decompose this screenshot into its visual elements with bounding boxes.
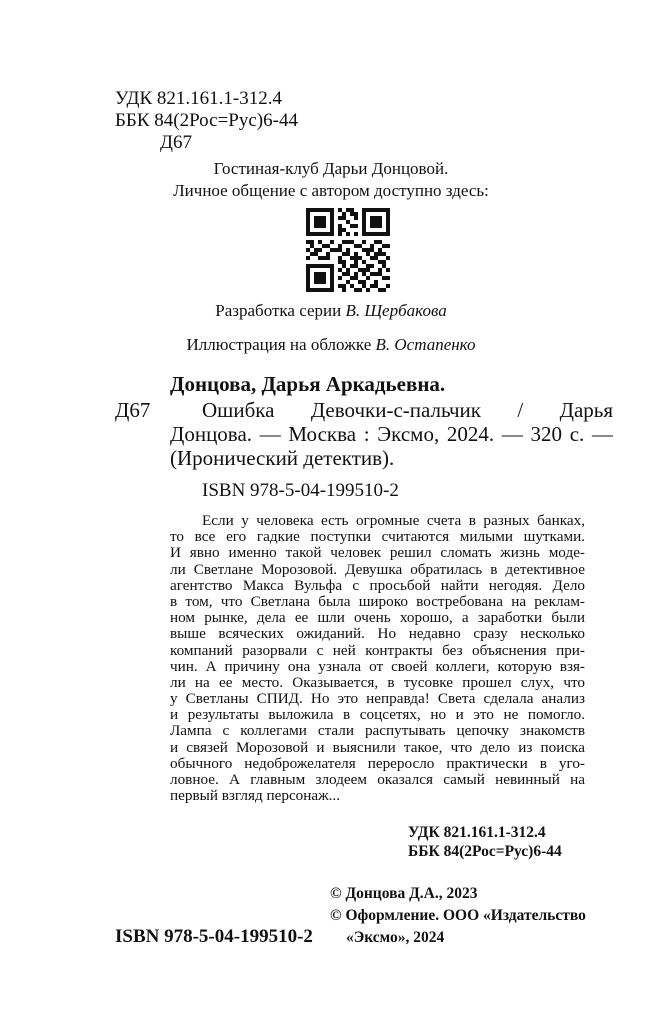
annotation-line: ловное. А главным злодеем оказался самый невинный на bbox=[170, 772, 585, 788]
entry-line: Ошибка Девочки-с-пальчик / Дарья bbox=[202, 398, 613, 422]
series-credit bbox=[0, 300, 662, 322]
club-line-2: Личное общение с автором доступно здесь: bbox=[173, 181, 489, 200]
annotation-line: Лампа с коллегами стали распутывать цепочку знакомств bbox=[170, 723, 585, 740]
annotation-line: то все его гадкие поступки считаются милыми шутками. bbox=[170, 529, 585, 546]
annotation-line: компаний разорвали с ней контракты без объяснения при- bbox=[170, 642, 585, 659]
entry-heading: Донцова, Дарья Аркадьевна. bbox=[170, 372, 446, 396]
copyright-design: © Оформление. ООО «Издательство bbox=[330, 907, 586, 924]
annotation-line: чин. А причину она узнала от своей коллеги, которую взя- bbox=[170, 658, 585, 675]
annotation-line: и связей Морозовой и выяснили такое, что дело из поиска bbox=[170, 739, 585, 756]
annotation-line: И явно именно такой человек решил сломать жизнь моде- bbox=[170, 545, 585, 562]
entry-line: Донцова. — Москва : Эксмо, 2024. — 320 с. — bbox=[170, 422, 613, 446]
bottom-bbk-code: ББК 84(2Рос=Рус)6-44 bbox=[408, 843, 562, 860]
illustration-credit bbox=[0, 334, 662, 356]
illustration-name: В. Остапенко bbox=[375, 335, 476, 354]
bottom-isbn: ISBN 978-5-04-199510-2 bbox=[115, 926, 313, 947]
annotation bbox=[170, 513, 585, 804]
annotation-line: первый взгляд персонаж... bbox=[170, 788, 341, 805]
annotation-line: ли на ее место. Оказывается, в тусовке прошел слух, что bbox=[170, 674, 585, 691]
entry-description bbox=[170, 398, 613, 470]
qr-code[interactable] bbox=[306, 208, 390, 292]
annotation-line: ном рынке, дела ее шли очень хорошо, а заработки были bbox=[170, 610, 585, 627]
udk-code: УДК 821.161.1-312.4 bbox=[115, 88, 282, 109]
annotation-line: Если у человека есть огромные счета в разных банках, bbox=[202, 513, 585, 529]
entry-line: (Иронический детектив). bbox=[170, 446, 395, 470]
annotation-line: выше всяческих ожиданий. Но недавно сразу несколько bbox=[170, 626, 585, 643]
annotation-line: ли Светлане Морозовой. Девушка обратилась в детективное bbox=[170, 561, 585, 578]
annotation-line: в том, что Светлана была широко востребована на реклам- bbox=[170, 593, 585, 610]
annotation-line: обычного недоброжелателя переросло практически в уго- bbox=[170, 755, 585, 772]
series-label: Разработка серии bbox=[215, 301, 342, 320]
entry-isbn: ISBN 978-5-04-199510-2 bbox=[202, 480, 399, 501]
copyright-publisher: «Эксмо», 2024 bbox=[346, 929, 445, 946]
entry-author-mark: Д67 bbox=[115, 398, 151, 422]
annotation-line: у Светланы СПИД. Но это неправда! Света сделала анализ bbox=[170, 691, 585, 708]
annotation-line: и результаты выложила в соцсетях, но и это не помогло. bbox=[170, 707, 585, 724]
bottom-udk-code: УДК 821.161.1-312.4 bbox=[408, 824, 546, 841]
copyright-author: © Донцова Д.А., 2023 bbox=[330, 885, 478, 902]
illustration-label: Иллюстрация на обложке bbox=[186, 335, 372, 354]
annotation-line: агентство Макса Вульфа с просьбой найти негодяя. Дело bbox=[170, 577, 585, 594]
author-mark: Д67 bbox=[160, 132, 192, 153]
series-name: В. Щербакова bbox=[345, 301, 447, 320]
bbk-code: ББК 84(2Рос=Рус)6-44 bbox=[115, 110, 298, 131]
club-line-1: Гостиная-клуб Дарьи Донцовой. bbox=[213, 159, 449, 178]
